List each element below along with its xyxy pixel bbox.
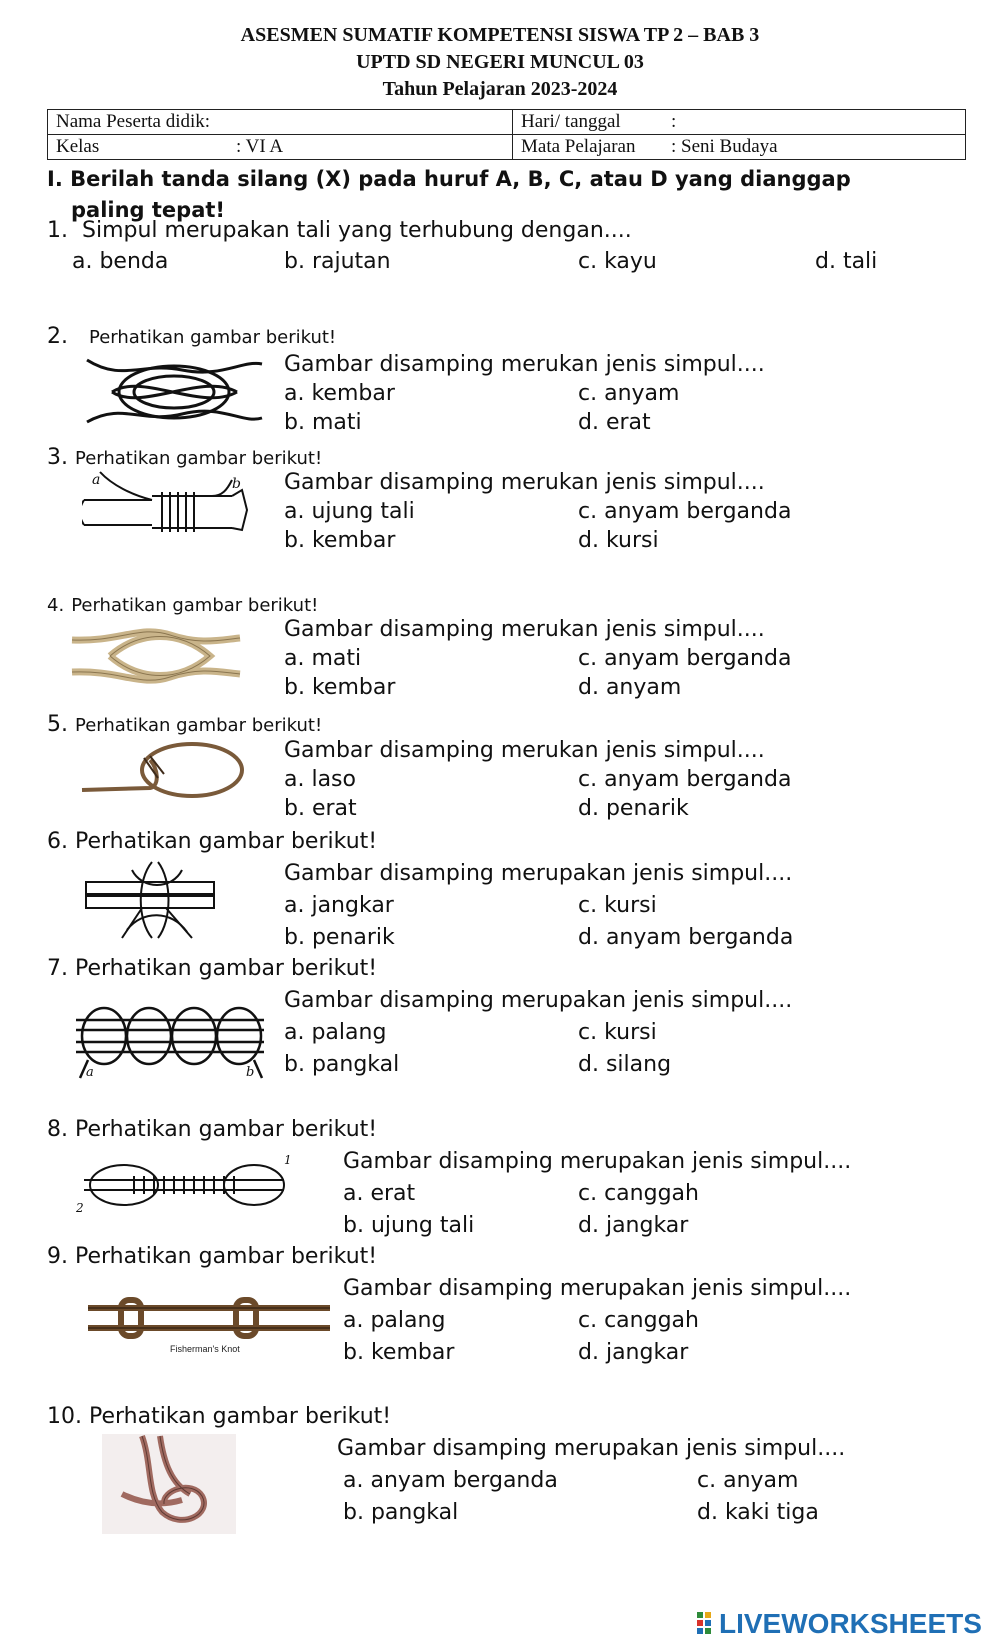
q7-label-a: a bbox=[86, 1065, 94, 1080]
q8-option-d[interactable]: d. jangkar bbox=[578, 1213, 689, 1238]
q1-option-c[interactable]: c. kayu bbox=[578, 249, 657, 274]
q7-label-b: b bbox=[246, 1065, 255, 1080]
q9-option-a[interactable]: a. palang bbox=[343, 1308, 446, 1333]
q7-option-b[interactable]: b. pangkal bbox=[284, 1052, 400, 1077]
q10-option-d[interactable]: d. kaki tiga bbox=[697, 1500, 819, 1525]
question-intro: Perhatikan gambar berikut! bbox=[89, 1404, 392, 1429]
q7-option-d[interactable]: d. silang bbox=[578, 1052, 672, 1077]
q8-option-c[interactable]: c. canggah bbox=[578, 1181, 699, 1206]
q2-knot-image bbox=[82, 352, 267, 432]
question-intro: Perhatikan gambar berikut! bbox=[75, 956, 378, 981]
question-number: 4. bbox=[47, 595, 65, 616]
question-intro: Perhatikan gambar berikut! bbox=[75, 715, 323, 736]
q7-knot-image bbox=[74, 990, 274, 1082]
class-cell bbox=[48, 135, 513, 160]
q8-label-1: 1 bbox=[284, 1153, 292, 1167]
subject-value: : Seni Budaya bbox=[671, 136, 778, 157]
liveworksheets-logo-text: LIVEWORKSHEETS bbox=[719, 1608, 982, 1639]
instruction bbox=[47, 164, 947, 226]
q6-option-b[interactable]: b. penarik bbox=[284, 925, 395, 950]
q4-prompt: Gambar disamping merukan jenis simpul.... bbox=[284, 617, 765, 642]
student-name-cell[interactable] bbox=[48, 110, 513, 135]
subject-label: Mata Pelajaran bbox=[521, 136, 636, 157]
q9-option-b[interactable]: b. kembar bbox=[343, 1340, 455, 1365]
student-name-label: Nama Peserta didik: bbox=[56, 111, 211, 132]
q10-knot-image bbox=[102, 1434, 236, 1534]
question-9-intro bbox=[47, 1244, 377, 1269]
q7-prompt: Gambar disamping merupakan jenis simpul.... bbox=[284, 988, 793, 1013]
q6-knot-image bbox=[82, 860, 222, 940]
q3-prompt: Gambar disamping merukan jenis simpul.... bbox=[284, 470, 765, 495]
q5-option-c[interactable]: c. anyam berganda bbox=[578, 767, 792, 792]
q6-option-c[interactable]: c. kursi bbox=[578, 893, 657, 918]
q10-option-b[interactable]: b. pangkal bbox=[343, 1500, 459, 1525]
question-number: 5. bbox=[47, 712, 68, 737]
student-info-table bbox=[47, 109, 966, 160]
q6-option-a[interactable]: a. jangkar bbox=[284, 893, 394, 918]
school-year: Tahun Pelajaran 2023-2024 bbox=[382, 78, 618, 100]
q7-option-c[interactable]: c. kursi bbox=[578, 1020, 657, 1045]
question-number: 9. bbox=[47, 1244, 68, 1269]
question-prompt: Simpul merupakan tali yang terhubung dengan.... bbox=[82, 218, 632, 243]
question-3-intro bbox=[47, 445, 322, 470]
question-intro: Perhatikan gambar berikut! bbox=[75, 448, 323, 469]
question-intro: Perhatikan gambar berikut! bbox=[71, 595, 319, 616]
q8-prompt: Gambar disamping merupakan jenis simpul.... bbox=[343, 1149, 852, 1174]
question-number: 2. bbox=[47, 324, 68, 349]
worksheet-title: ASESMEN SUMATIF KOMPETENSI SISWA TP 2 – BAB 3 bbox=[240, 24, 760, 46]
q10-option-a[interactable]: a. anyam berganda bbox=[343, 1468, 558, 1493]
q5-prompt: Gambar disamping merukan jenis simpul.... bbox=[284, 738, 765, 763]
question-2-intro bbox=[47, 324, 336, 349]
q4-option-c[interactable]: c. anyam berganda bbox=[578, 646, 792, 671]
q7-option-a[interactable]: a. palang bbox=[284, 1020, 387, 1045]
q2-option-c[interactable]: c. anyam bbox=[578, 381, 680, 406]
q5-knot-image bbox=[80, 738, 248, 806]
question-6-intro bbox=[47, 829, 377, 854]
q9-figure-caption: Fisherman's Knot bbox=[170, 1344, 240, 1354]
liveworksheets-logo-icon bbox=[697, 1612, 719, 1636]
q6-option-d[interactable]: d. anyam berganda bbox=[578, 925, 794, 950]
school-name: UPTD SD NEGERI MUNCUL 03 bbox=[356, 51, 644, 73]
q2-option-d[interactable]: d. erat bbox=[578, 410, 651, 435]
q2-prompt: Gambar disamping merukan jenis simpul.... bbox=[284, 352, 765, 377]
q8-label-2: 2 bbox=[76, 1201, 84, 1215]
question-intro: Perhatikan gambar berikut! bbox=[75, 1117, 378, 1142]
question-intro: Perhatikan gambar berikut! bbox=[75, 829, 378, 854]
q3-label-a: a bbox=[92, 472, 101, 488]
question-number: 8. bbox=[47, 1117, 68, 1142]
q5-option-d[interactable]: d. penarik bbox=[578, 796, 689, 821]
date-cell[interactable] bbox=[513, 110, 966, 135]
q3-option-d[interactable]: d. kursi bbox=[578, 528, 659, 553]
instruction-line-1: I. Berilah tanda silang (X) pada huruf A, B, C, atau D yang dianggap bbox=[47, 167, 851, 191]
q1-option-b[interactable]: b. rajutan bbox=[284, 249, 391, 274]
q4-option-b[interactable]: b. kembar bbox=[284, 675, 396, 700]
q9-knot-image bbox=[86, 1280, 332, 1360]
question-10-intro bbox=[47, 1404, 391, 1429]
class-label: Kelas bbox=[56, 136, 100, 157]
q4-knot-image bbox=[70, 620, 242, 692]
q3-option-a[interactable]: a. ujung tali bbox=[284, 499, 415, 524]
q2-option-a[interactable]: a. kembar bbox=[284, 381, 395, 406]
q2-option-b[interactable]: b. mati bbox=[284, 410, 362, 435]
question-1 bbox=[47, 218, 632, 243]
question-number: 7. bbox=[47, 956, 68, 981]
q3-label-b: b bbox=[232, 476, 241, 492]
q9-option-d[interactable]: d. jangkar bbox=[578, 1340, 689, 1365]
question-5-intro bbox=[47, 712, 322, 737]
q1-option-a[interactable]: a. benda bbox=[72, 249, 169, 274]
q5-option-b[interactable]: b. erat bbox=[284, 796, 357, 821]
q4-option-a[interactable]: a. mati bbox=[284, 646, 362, 671]
question-intro: Perhatikan gambar berikut! bbox=[75, 1244, 378, 1269]
q8-knot-image bbox=[74, 1148, 296, 1218]
q9-option-c[interactable]: c. canggah bbox=[578, 1308, 699, 1333]
q10-option-c[interactable]: c. anyam bbox=[697, 1468, 799, 1493]
question-number: 6. bbox=[47, 829, 68, 854]
question-number: 10. bbox=[47, 1404, 82, 1429]
q3-knot-image bbox=[82, 470, 252, 550]
q6-prompt: Gambar disamping merupakan jenis simpul.... bbox=[284, 861, 793, 886]
question-number: 3. bbox=[47, 445, 68, 470]
q4-option-d[interactable]: d. anyam bbox=[578, 675, 682, 700]
question-8-intro bbox=[47, 1117, 377, 1142]
date-label: Hari/ tanggal bbox=[521, 111, 621, 132]
question-number: 1. bbox=[47, 218, 68, 243]
class-value: : VI A bbox=[236, 136, 284, 157]
q9-prompt: Gambar disamping merupakan jenis simpul.... bbox=[343, 1276, 852, 1301]
q3-option-c[interactable]: c. anyam berganda bbox=[578, 499, 792, 524]
date-value: : bbox=[671, 111, 677, 132]
q1-option-d[interactable]: d. tali bbox=[815, 249, 878, 274]
question-4-intro bbox=[47, 592, 318, 617]
question-7-intro bbox=[47, 956, 377, 981]
q8-option-b[interactable]: b. ujung tali bbox=[343, 1213, 475, 1238]
liveworksheets-logo[interactable] bbox=[697, 1608, 982, 1640]
subject-cell bbox=[513, 135, 966, 160]
q3-option-b[interactable]: b. kembar bbox=[284, 528, 396, 553]
q8-option-a[interactable]: a. erat bbox=[343, 1181, 416, 1206]
question-intro: Perhatikan gambar berikut! bbox=[88, 327, 337, 348]
q10-prompt: Gambar disamping merupakan jenis simpul.... bbox=[337, 1436, 846, 1461]
q5-option-a[interactable]: a. laso bbox=[284, 767, 356, 792]
instruction-line-2: paling tepat! bbox=[71, 198, 225, 222]
